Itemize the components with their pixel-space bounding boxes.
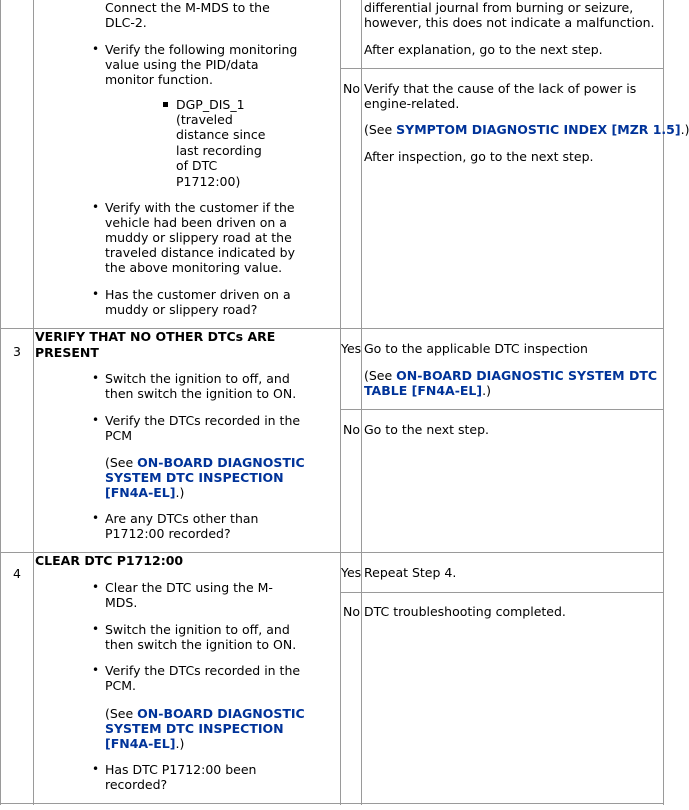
bullet-icon: •	[92, 42, 100, 56]
step2-no-after: After inspection, go to the next step.	[364, 149, 594, 164]
step4-b2-line2: then switch the ignition to ON.	[105, 637, 297, 652]
col-border-action	[361, 0, 362, 805]
bullet-icon: •	[92, 580, 100, 594]
step4-b1-line2: MDS.	[105, 595, 138, 610]
step4-see-line2[interactable]: SYSTEM DTC INSPECTION	[105, 721, 284, 736]
step4-b4-line1: Has DTC P1712:00 been	[105, 762, 257, 777]
step2-connect-line1: Connect the M-MDS to the	[105, 0, 270, 15]
step2-yes-after: After explanation, go to the next step.	[364, 42, 603, 57]
bullet-icon: •	[92, 663, 100, 677]
step3-see-line1	[105, 455, 305, 470]
step2-no-label: No	[343, 81, 360, 96]
step3-yes-see-line1	[364, 368, 657, 383]
bullet-icon: •	[92, 287, 100, 301]
step3-yes-text: Go to the applicable DTC inspection	[364, 341, 588, 356]
step4-b3-line1: Verify the DTCs recorded in the	[105, 663, 301, 678]
step2-verify-customer-line1: Verify with the customer if the	[105, 200, 295, 215]
dtc-inspection-link[interactable]: ON-BOARD DIAGNOSTIC	[137, 706, 305, 721]
step2-no-text-line2: engine-related.	[364, 96, 460, 111]
see-prefix: (See	[364, 122, 397, 137]
step2-yes-text-line1: differential journal from burning or seizure,	[364, 0, 634, 15]
step3-b3-line1: Are any DTCs other than	[105, 511, 259, 526]
step3-title-line1: VERIFY THAT NO OTHER DTCs ARE	[35, 329, 276, 344]
step2-pid-line5: of DTC	[176, 158, 218, 173]
step4-number: 4	[13, 566, 21, 581]
step4-no-label: No	[343, 604, 360, 619]
step4-b2-line1: Switch the ignition to off, and	[105, 622, 290, 637]
see-suffix: .)	[175, 485, 185, 500]
step4-b3-line2: PCM.	[105, 678, 137, 693]
step3-title-line2: PRESENT	[35, 345, 99, 360]
step2-pid-line1: DGP_DIS_1	[176, 97, 245, 112]
step2-yes-text-line2: however, this does not indicate a malfunction.	[364, 15, 655, 30]
step4-see-line1	[105, 706, 305, 721]
see-prefix: (See	[105, 455, 138, 470]
step2-no-text-line1: Verify that the cause of the lack of power is	[364, 81, 637, 96]
bullet-icon: •	[92, 511, 100, 525]
step3-number: 3	[13, 344, 21, 359]
step3-b2-line1: Verify the DTCs recorded in the	[105, 413, 301, 428]
col-border-step	[33, 0, 34, 805]
step3-b3-line2: P1712:00 recorded?	[105, 526, 231, 541]
dtc-table-link[interactable]: ON-BOARD DIAGNOSTIC SYSTEM DTC	[396, 368, 658, 383]
step2-pid-line6: P1712:00)	[176, 174, 241, 189]
step3-no-text: Go to the next step.	[364, 422, 489, 437]
step4-b1-line1: Clear the DTC using the M-	[105, 580, 273, 595]
step3-yes-see-line2	[364, 383, 491, 398]
dtc-inspection-link[interactable]: ON-BOARD DIAGNOSTIC	[137, 455, 305, 470]
see-prefix: (See	[105, 706, 138, 721]
step4-b4-line2: recorded?	[105, 777, 168, 792]
dtc-inspection-link-tail[interactable]: [FN4A-EL]	[105, 736, 176, 751]
see-suffix: .)	[680, 122, 689, 137]
step2-question-line2: muddy or slippery road?	[105, 302, 258, 317]
step4-yes-label: Yes	[341, 565, 362, 580]
bullet-icon: •	[92, 371, 100, 385]
dtc-table-link-tail[interactable]: TABLE [FN4A-EL]	[364, 383, 483, 398]
col-border-left	[0, 0, 1, 805]
step3-b1-line1: Switch the ignition to off, and	[105, 371, 290, 386]
step2-verify-monitor-line3: monitor function.	[105, 72, 213, 87]
step4-yes-text: Repeat Step 4.	[364, 565, 457, 580]
step2-question-line1: Has the customer driven on a	[105, 287, 291, 302]
step2-verify-monitor-line1: Verify the following monitoring	[105, 42, 298, 57]
step3-yes-label: Yes	[341, 341, 362, 356]
square-bullet-icon	[163, 102, 168, 107]
step3-b1-line2: then switch the ignition to ON.	[105, 386, 297, 401]
bullet-icon: •	[92, 622, 100, 636]
see-prefix: (See	[364, 368, 397, 383]
row-divider-4-split	[340, 592, 664, 593]
col-border-right	[663, 0, 664, 805]
step3-see-line3	[105, 485, 184, 500]
step2-verify-customer-line3: muddy or slippery road at the	[105, 230, 292, 245]
step2-verify-customer-line4: traveled distance indicated by	[105, 245, 295, 260]
bullet-icon: •	[92, 200, 100, 214]
step2-pid-line2: (traveled	[176, 112, 233, 127]
step2-pid-line4: last recording	[176, 143, 262, 158]
step2-verify-monitor-line2: value using the PID/data	[105, 57, 259, 72]
symptom-diagnostic-index-link[interactable]: SYMPTOM DIAGNOSTIC INDEX [MZR 1.5]	[396, 122, 681, 137]
step3-see-line2[interactable]: SYSTEM DTC INSPECTION	[105, 470, 284, 485]
col-border-yesno	[340, 0, 341, 805]
step2-no-see	[364, 122, 689, 137]
step4-no-text: DTC troubleshooting completed.	[364, 604, 566, 619]
step4-see-line3	[105, 736, 184, 751]
row-divider-3-split	[340, 409, 664, 410]
step2-connect-line2: DLC-2.	[105, 15, 147, 30]
row-divider-2-split	[340, 68, 664, 69]
bullet-icon: •	[92, 413, 100, 427]
dtc-inspection-link-tail[interactable]: [FN4A-EL]	[105, 485, 176, 500]
bullet-icon: •	[92, 762, 100, 776]
step2-pid-line3: distance since	[176, 127, 266, 142]
step3-b2-line2: PCM	[105, 428, 133, 443]
step3-no-label: No	[343, 422, 360, 437]
step2-verify-customer-line5: the above monitoring value.	[105, 260, 283, 275]
step4-title: CLEAR DTC P1712:00	[35, 553, 184, 568]
see-suffix: .)	[482, 383, 491, 398]
step2-verify-customer-line2: vehicle had been driven on a	[105, 215, 287, 230]
table-bottom	[0, 803, 664, 804]
see-suffix: .)	[175, 736, 185, 751]
